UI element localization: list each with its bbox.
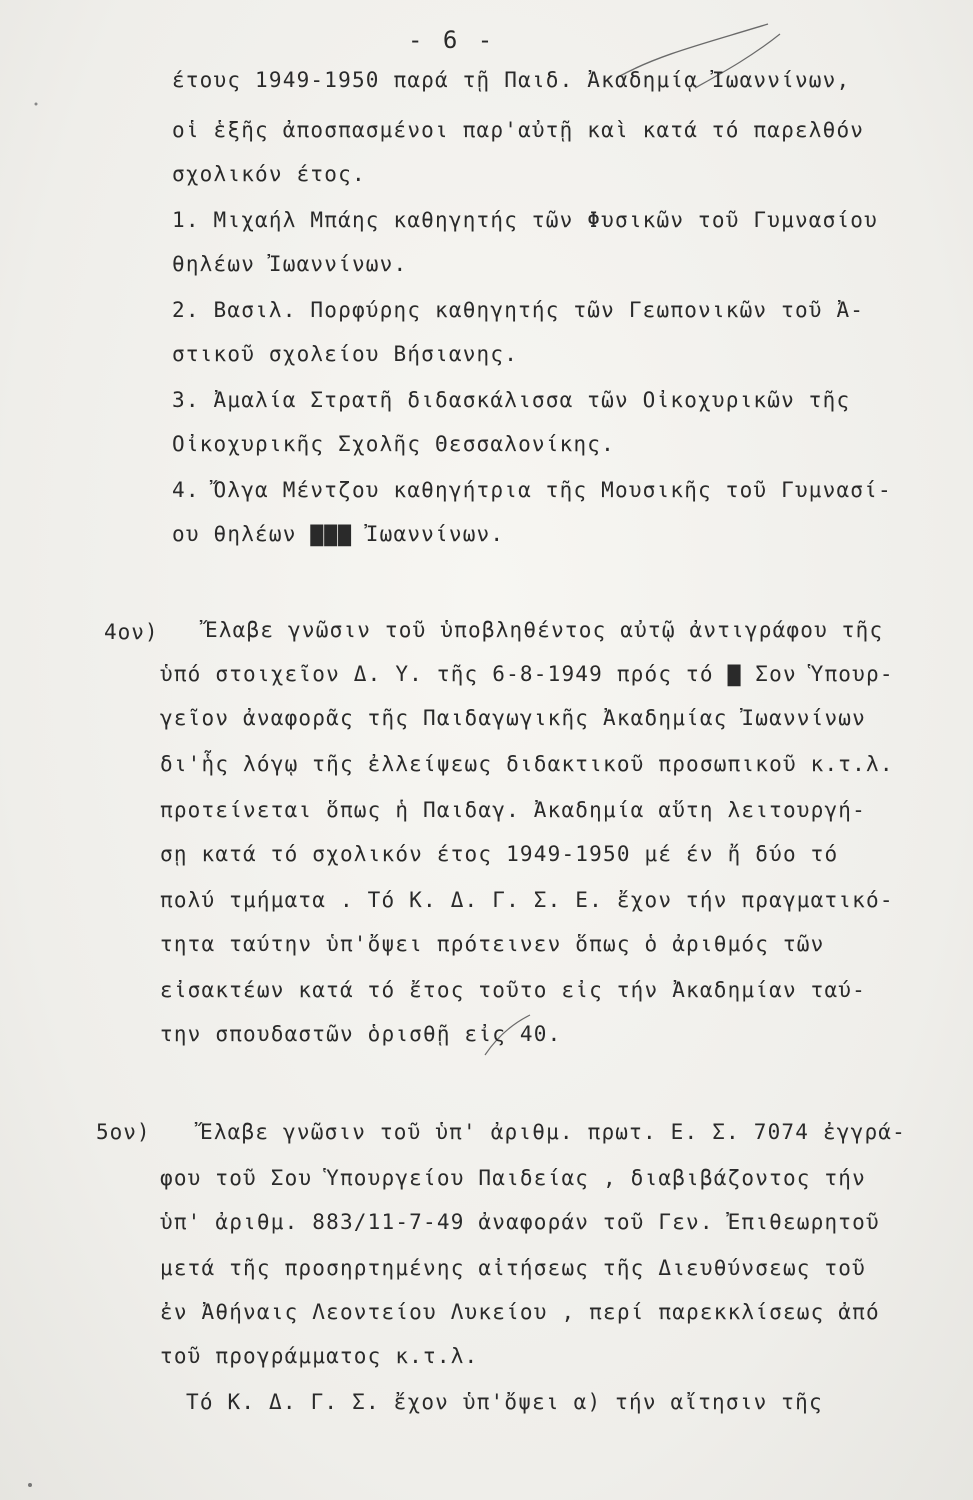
text-line: έτους 1949-1950 παρά τῇ Παιδ. Ἀκαδημίᾳ Ἰωαννίνων, [172, 68, 851, 92]
text-line: 4. Ὄλγα Μέντζου καθηγήτρια τῆς Μουσικῆς τοῦ Γυμνασί- [172, 478, 892, 502]
text-line: οἱ ἑξῆς ἀποσπασμένοι παρ'αὐτῇ καὶ κατά τό παρελθόν [172, 118, 865, 142]
text-line: φου τοῦ Σου Ὑπουργείου Παιδείας , διαβιβάζοντος τήν [160, 1166, 866, 1190]
text-line: εἰσακτέων κατά τό ἔτος τοῦτο εἰς τήν Ἀκαδημίαν ταύ- [160, 978, 866, 1002]
text-line: Τό Κ. Δ. Γ. Σ. ἔχον ὑπ'ὄψει α) τήν αἴτησιν τῆς [186, 1390, 823, 1414]
text-line: 3. Ἀμαλία Στρατῆ διδασκάλισσα τῶν Οἰκοχυρικῶν τῆς [172, 388, 851, 412]
page-number: - 6 - [408, 26, 496, 54]
text-line: πολύ τμήματα . Τό Κ. Δ. Γ. Σ. Ε. ἔχον τήν πραγματικό- [160, 888, 894, 912]
speck-mark [20, 1480, 40, 1490]
text-line: τητα ταύτην ὑπ'ὄψει πρότεινεν ὅπως ὁ ἀριθμός τῶν [160, 932, 825, 956]
text-line: θηλέων Ἰωαννίνων. [172, 252, 408, 276]
text-line: στικοῦ σχολείου Βήσιανης. [172, 342, 519, 366]
text-line: 2. Βασιλ. Πορφύρης καθηγητής τῶν Γεωπονικῶν τοῦ Ἀ- [172, 298, 865, 322]
text-line: τοῦ προγράμματος κ.τ.λ. [160, 1344, 479, 1368]
text-line: μετά τῆς προσηρτημένης αἰτήσεως τῆς Διευθύνσεως τοῦ [160, 1256, 866, 1280]
text-line: την σπουδαστῶν ὁρισθῇ εἰς 40. [160, 1022, 562, 1046]
text-line: 1. Μιχαήλ Μπάης καθηγητής τῶν Φυσικῶν τοῦ Γυμνασίου [172, 208, 878, 232]
text-line: Ἔλαβε γνῶσιν τοῦ ὑποβληθέντος αὐτῷ ἀντιγράφου τῆς [205, 618, 884, 642]
text-line: γεῖον ἀναφορᾶς τῆς Παιδαγωγικῆς Ἀκαδημίας Ἰωαννίνων [160, 706, 866, 730]
item-label-4: 4ον) [104, 620, 159, 644]
text-line: ὑπ' ἀριθμ. 883/11-7-49 ἀναφοράν τοῦ Γεν. Ἐπιθεωρητοῦ [160, 1210, 880, 1234]
text-line: δι'ἧς λόγῳ τῆς ἐλλείψεως διδακτικοῦ προσωπικοῦ κ.τ.λ. [160, 752, 894, 776]
speck-mark-2 [28, 94, 48, 114]
text-line: Οἰκοχυρικῆς Σχολῆς Θεσσαλονίκης. [172, 432, 615, 456]
text-line: σχολικόν έτος. [172, 162, 366, 186]
item-label-5: 5ον) [96, 1120, 151, 1144]
text-line: ὑπό στοιχεῖον Δ. Υ. τῆς 6-8-1949 πρός τό ▇ Σον Ὑπουρ- [160, 662, 894, 686]
text-line: ου θηλέων ▇▇▇ Ἰωαννίνων. [172, 522, 505, 546]
text-line: ἐν Ἀθήναις Λεοντείου Λυκείου , περί παρεκκλίσεως ἀπό [160, 1300, 880, 1324]
text-line: σῃ κατά τό σχολικόν έτος 1949-1950 μέ έν ἤ δύο τό [160, 842, 839, 866]
text-line: προτείνεται ὅπως ἡ Παιδαγ. Ἀκαδημία αὕτη λειτουργή- [160, 798, 866, 822]
text-line: Ἔλαβε γνῶσιν τοῦ ὑπ' ἀριθμ. πρωτ. Ε. Σ. 7074 ἐγγρά- [200, 1120, 906, 1144]
